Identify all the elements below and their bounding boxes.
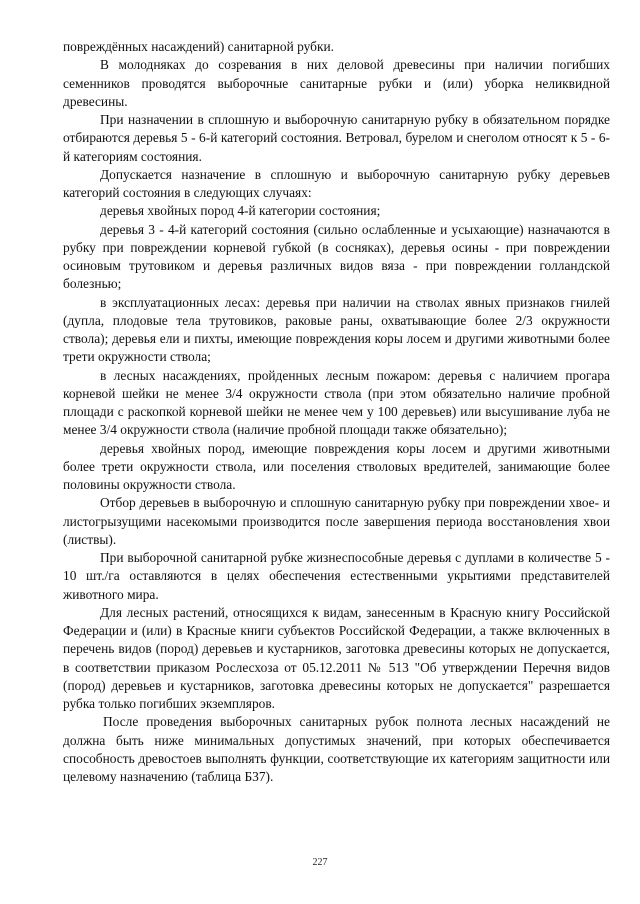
paragraph: Отбор деревьев в выборочную и сплошную санитарную рубку при повреждении хвое- и листогрызущими насекомыми производится после завершения периода восстановления хвои (листвы).	[63, 495, 610, 547]
paragraph: После проведения выборочных санитарных рубок полнота лесных насаждений не должна быть ниже минимальных допустимых значений, при которых обеспечивается способность древостоев выполнять функции, соответствующие их категориям защитности или целевому назначению (таблица Б37).	[63, 714, 610, 784]
paragraph: При выборочной санитарной рубке жизнеспособные деревья с дуплами в количестве 5 - 10 шт./га оставляются в целях обеспечения естественными укрытиями представителей животного мира.	[63, 550, 610, 602]
paragraph: повреждённых насаждений) санитарной рубки.	[63, 39, 334, 54]
paragraph: деревья хвойных пород, имеющие повреждения коры лосем и другими животными более трети окружности ствола, или поселения стволовых вредителей, занимающие более половины окружности ствола.	[63, 440, 610, 492]
paragraph: в эксплуатационных лесах: деревья при наличии на стволах явных признаков гнилей (дупла, плодовые тела трутовиков, раковые раны, охватывающие более 2/3 окружности ствола); деревья ели и пихты, имеющие повреждения коры лосем и другими животными более трети окружности ствола;	[63, 294, 610, 365]
paragraph: в лесных насаждениях, пройденных лесным пожаром: деревья с наличием прогара корневой шейки не менее 3/4 окружности ствола (при этом обязательно наличие пробной площади с раскопкой корневой шейки не менее чем у 100 деревьев) или высушивание луба не менее 3/4 окружности ствола (наличие пробной площади также обязательно);	[63, 367, 610, 438]
paragraph: деревья 3 - 4-й категорий состояния (сильно ослабленные и усыхающие) назначаются в рубку при повреждении корневой губкой (в сосняках), деревья осины - при повреждении осиновым трутовиком и деревья различных видов вяза - при повреждении голландской болезнью;	[63, 221, 610, 292]
body-text	[63, 38, 610, 786]
paragraph: Допускается назначение в сплошную и выборочную санитарную рубку деревьев категорий состояния в следующих случаях:	[63, 166, 610, 200]
paragraph: В молодняках до созревания в них деловой древесины при наличии погибших семенников проводятся выборочные санитарные рубки и (или) уборка неликвидной древесины.	[63, 57, 610, 109]
paragraph: деревья хвойных пород 4-й категории состояния;	[100, 203, 381, 219]
paragraph: Для лесных растений, относящихся к видам, занесенным в Красную книгу Российской Федерации и (или) в Красные книги субъектов Российской Федерации, а также включенных в перечень видов (пород) деревьев и кустарников, заготовка древесины которых не допускается, в соответствии приказом Рослесхоза от 05.12.2011 № 513 "Об утверждении Перечня видов (пород) деревьев и кустарников, заготовка древесины которых не допускается" разрешается рубка только погибших экземпляров.	[63, 604, 610, 711]
paragraph: При назначении в сплошную и выборочную санитарную рубку в обязательном порядке отбираются деревья 5 - 6-й категорий состояния. Ветровал, бурелом и снеголом относят к 5 - 6-й категориям состояния.	[63, 112, 610, 164]
page-number: 227	[312, 857, 328, 868]
